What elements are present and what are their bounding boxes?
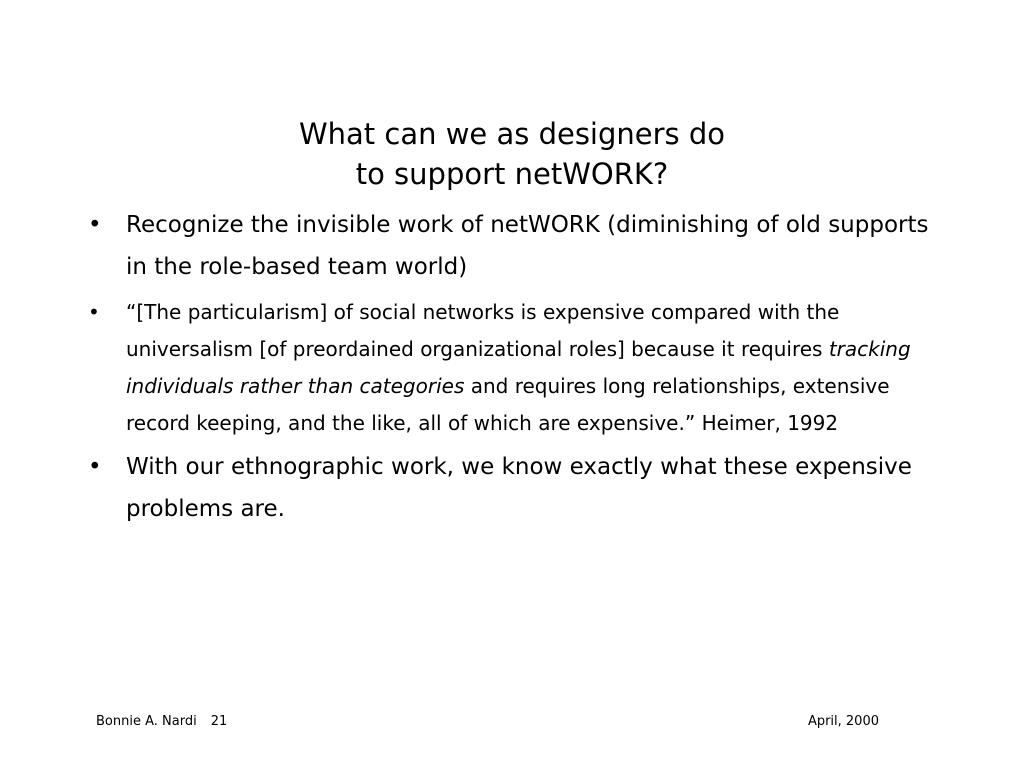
bullet-text: With our ethnographic work, we know exactly what these expensive problems are. bbox=[126, 454, 912, 522]
bullet-item-heimer-quote bbox=[88, 294, 948, 442]
bullet-marker: • bbox=[88, 454, 102, 480]
bullet-list bbox=[88, 204, 948, 530]
footer-date: April, 2000 bbox=[807, 714, 879, 729]
bullet-marker: • bbox=[88, 300, 100, 324]
bullet-item-recognize-invisible-work bbox=[88, 204, 948, 288]
quote-text-emphasis: tracking individuals rather than categories bbox=[126, 337, 911, 398]
bullet-item-ethnographic-work bbox=[88, 446, 948, 530]
quote-text-start: “[The particularism] of social networks is expensive compared with the universalism [of preordained organizational roles] because it requires bbox=[126, 300, 840, 361]
footer-page-number: 21 bbox=[210, 714, 228, 729]
slide-title bbox=[0, 114, 1024, 194]
quote-text-end: and requires long relationships, extensive record keeping, and the like, all of which are expensive.” Heimer, 1992 bbox=[126, 374, 890, 435]
footer-author-page bbox=[96, 714, 227, 730]
slide-title-line-2: to support netWORK? bbox=[355, 157, 669, 192]
footer-author: Bonnie A. Nardi bbox=[96, 714, 197, 729]
slide-title-line-1: What can we as designers do bbox=[298, 117, 726, 152]
bullet-marker: • bbox=[88, 212, 102, 238]
bullet-text: Recognize the invisible work of netWORK (diminishing of old supports in the role-based team world) bbox=[126, 212, 929, 280]
